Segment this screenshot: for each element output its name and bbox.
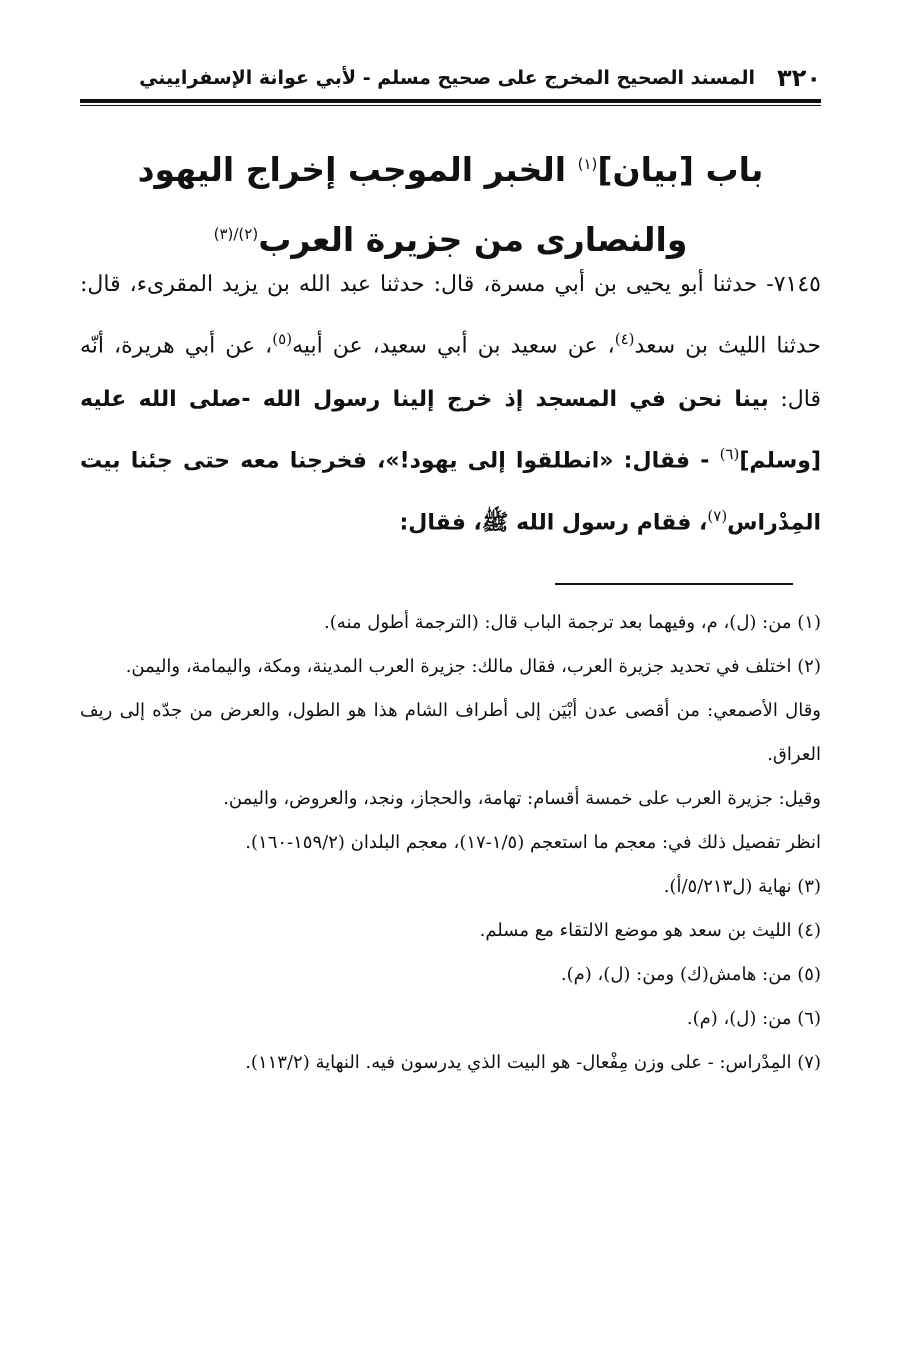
hadith-text	[80, 258, 821, 550]
hadith-segment-2: ، عن سعيد بن أبي سعيد، عن أبيه	[292, 333, 615, 359]
hadith-bold-2: - فقال: «انطلقوا إلى يهود!»، فخرجنا معه حتى جئنا بيت المِدْراس	[80, 448, 821, 535]
footnote-marker-7: (٧)	[707, 506, 728, 525]
footnotes	[80, 601, 821, 1085]
footnote-marker-6: (٦)	[719, 445, 740, 464]
footnote-3: (٣) نهاية (ل٥/٢١٣/أ).	[663, 876, 821, 897]
footnote-2-continuation-2: وقيل: جزيرة العرب على خمسة أقسام: تهامة، والحجاز، ونجد، والعروض، واليمن.	[223, 788, 821, 809]
hadith-segment-1: ٧١٤٥- حدثنا أبو يحيى بن أبي مسرة، قال: حدثنا عبد الله بن يزيد المقرىء، قال: حدثنا الليث بن سعد	[80, 272, 822, 359]
footnote-marker-5: (٥)	[272, 330, 293, 348]
footnote-2-continuation-3: انظر تفصيل ذلك في: معجم ما استعجم (١/٥-١٧)، معجم البلدان (١٥٩/٢-١٦٠).	[245, 832, 821, 853]
chapter-title-part1: باب [بيان]	[597, 150, 764, 189]
hadith-bold-3: ، فقام رسول الله ﷺ، فقال:	[399, 509, 708, 535]
header-rule	[80, 99, 821, 103]
footnote-rule	[555, 583, 793, 585]
running-header	[80, 58, 821, 98]
footnote-1: (١) من: (ل)، م، وفيهما بعد ترجمة الباب قال: (الترجمة أطول منه).	[324, 612, 821, 633]
footnote-2-continuation-1: وقال الأصمعي: من أقصى عدن أبْيَن إلى أطراف الشام هذا هو الطول، والعرض من جدّه إلى ريف العراق.	[80, 700, 821, 765]
footnote-6: (٦) من: (ل)، (م).	[686, 1008, 821, 1029]
page-number: ٣٢٠	[777, 64, 821, 92]
footnote-marker-1: (١)	[577, 155, 598, 173]
chapter-title-part2: الخبر الموجب إخراج اليهود والنصارى من جزيرة العرب	[137, 150, 688, 259]
footnote-2: (٢) اختلف في تحديد جزيرة العرب، فقال مالك: جزيرة العرب المدينة، ومكة، واليمامة، واليمن.	[125, 656, 821, 677]
hadith-segment-3: ، عن أبي هريرة، أنّه قال:	[80, 333, 821, 413]
footnote-4: (٤) الليث بن سعد هو موضع الالتقاء مع مسلم.	[479, 920, 821, 941]
footnote-marker-4: (٤)	[614, 330, 635, 348]
hadith-bold-1: بينا نحن في المسجد إذ خرج إلينا رسول الله -صلى الله عليه [وسلم]	[80, 387, 821, 474]
footnote-7: (٧) المِدْراس: - على وزن مِفْعال- هو البيت الذي يدرسون فيه. النهاية (١١٣/٢).	[245, 1052, 821, 1073]
footnote-5: (٥) من: هامش(ك) ومن: (ل)، (م).	[560, 964, 821, 985]
footnote-marker-2-3: (٢)/(٣)	[213, 225, 259, 243]
header-rule-thin	[80, 105, 821, 106]
running-title: المسند الصحيح المخرج على صحيح مسلم - لأبي عوانة الإسفراييني	[139, 67, 756, 89]
chapter-title	[80, 132, 821, 272]
